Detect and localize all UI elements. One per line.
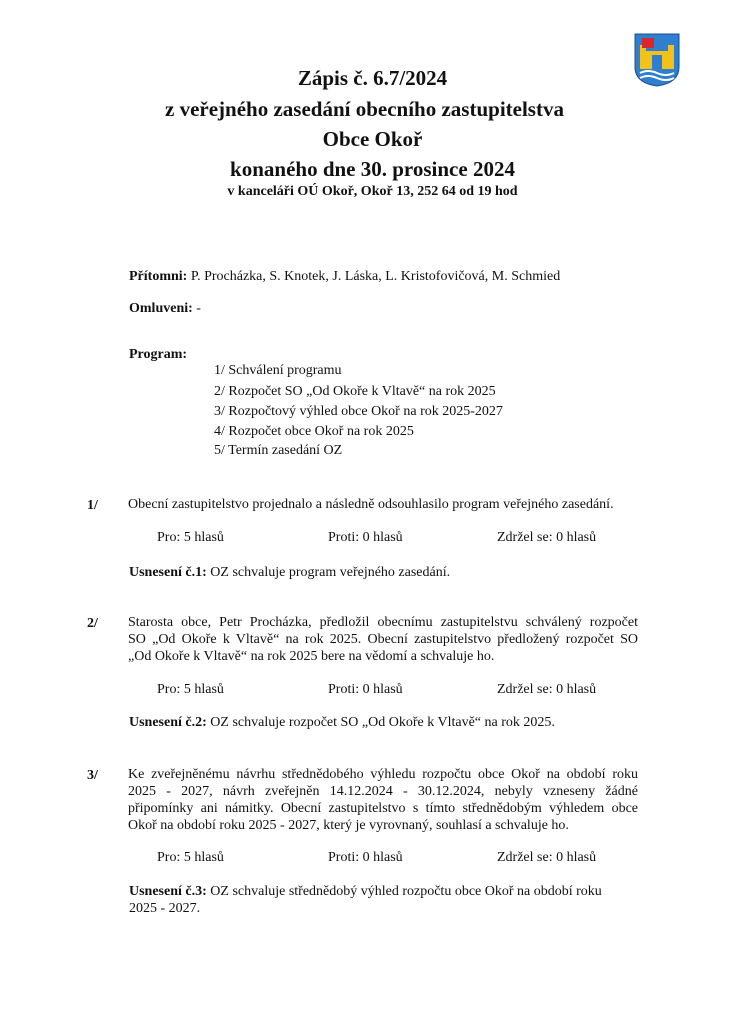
section-text-line: Okoř na období roku 2025 - 2027, který je vyrovnaný, souhlasí a schvaluje ho. [128,818,569,833]
section-text [128,766,638,834]
resolution-label: Usnesení č.3: [129,884,207,899]
vote-proti: Proti: 0 hlasů [328,850,403,865]
vote-zdrzel: Zdržel se: 0 hlasů [497,850,597,865]
program-item: 5/ Termín zasedání OZ [214,443,343,458]
present-row [129,268,560,285]
program-item: 1/ Schválení programu [214,363,342,378]
document-title-line4: konaného dne 30. prosince 2024 [230,157,515,181]
vote-zdrzel: Zdržel se: 0 hlasů [497,682,597,697]
resolution-text: OZ schvaluje program veřejného zasedání. [210,565,451,580]
section-text [128,496,638,513]
section-text-line: 2025 - 2027, návrh zveřejněn 14.12.2024 - 30.12.2024, nebyly vzneseny žádné [128,784,638,799]
resolution-label: Usnesení č.2: [129,715,207,730]
document-subtitle: v kanceláři OÚ Okoř, Okoř 13, 252 64 od 19 hod [227,184,518,199]
section-text [128,614,638,665]
section-text-line: Ke zveřejněnému návrhu střednědobého výhledu rozpočtu obce Okoř na období roku [128,767,638,782]
section-text-line: SO „Od Okoře k Vltavě“ na rok 2025. Obecní zastupitelstvo předložený rozpočet SO [128,632,638,647]
document-title-line3: Obce Okoř [322,127,423,151]
section-number: 1/ [87,498,98,513]
vote-pro: Pro: 5 hlasů [157,530,224,545]
program-item: 4/ Rozpočet obce Okoř na rok 2025 [214,424,414,439]
section-text-line: připomínky ani námitky. Obecní zastupitelstvo s tímto střednědobým výhledem obce [128,801,638,816]
resolution-continuation: 2025 - 2027. [129,901,201,916]
excused-label: Omluveni: [129,301,193,316]
document-title: Zápis č. 6.7/2024 [297,66,448,90]
resolution [129,564,450,581]
vote-proti: Proti: 0 hlasů [328,530,403,545]
excused-value: - [196,301,201,316]
section-text-line: Starosta obce, Petr Procházka, předložil obecnímu zastupitelstvu schválený rozpočet [128,615,638,630]
excused-row [129,300,201,317]
present-label: Přítomni: [129,269,188,284]
resolution-label: Usnesení č.1: [129,565,207,580]
section-number: 2/ [87,616,98,631]
resolution-text: OZ schvaluje střednědobý výhled rozpočtu obce Okoř na období roku [210,884,602,899]
vote-pro: Pro: 5 hlasů [157,682,224,697]
present-value: P. Procházka, S. Knotek, J. Láska, L. Kristofovičová, M. Schmied [190,269,561,284]
vote-pro: Pro: 5 hlasů [157,850,224,865]
program-label: Program: [129,347,188,362]
resolution-text: OZ schvaluje rozpočet SO „Od Okoře k Vltavě“ na rok 2025. [210,715,555,730]
vote-zdrzel: Zdržel se: 0 hlasů [497,530,597,545]
resolution [129,714,555,731]
program-item: 2/ Rozpočet SO „Od Okoře k Vltavě“ na rok 2025 [214,384,496,399]
document-title-line2: z veřejného zasedání obecního zastupitelstva [165,97,564,121]
program-item: 3/ Rozpočtový výhled obce Okoř na rok 2025-2027 [214,404,503,419]
resolution [129,883,602,900]
vote-proti: Proti: 0 hlasů [328,682,403,697]
section-number: 3/ [87,768,98,783]
section-text-line: „Od Okoře k Vltavě“ na rok 2025 bere na vědomí a schvaluje ho. [128,649,495,664]
section-text-line: Obecní zastupitelstvo projednalo a následně odsouhlasilo program veřejného zasedání. [128,497,614,512]
